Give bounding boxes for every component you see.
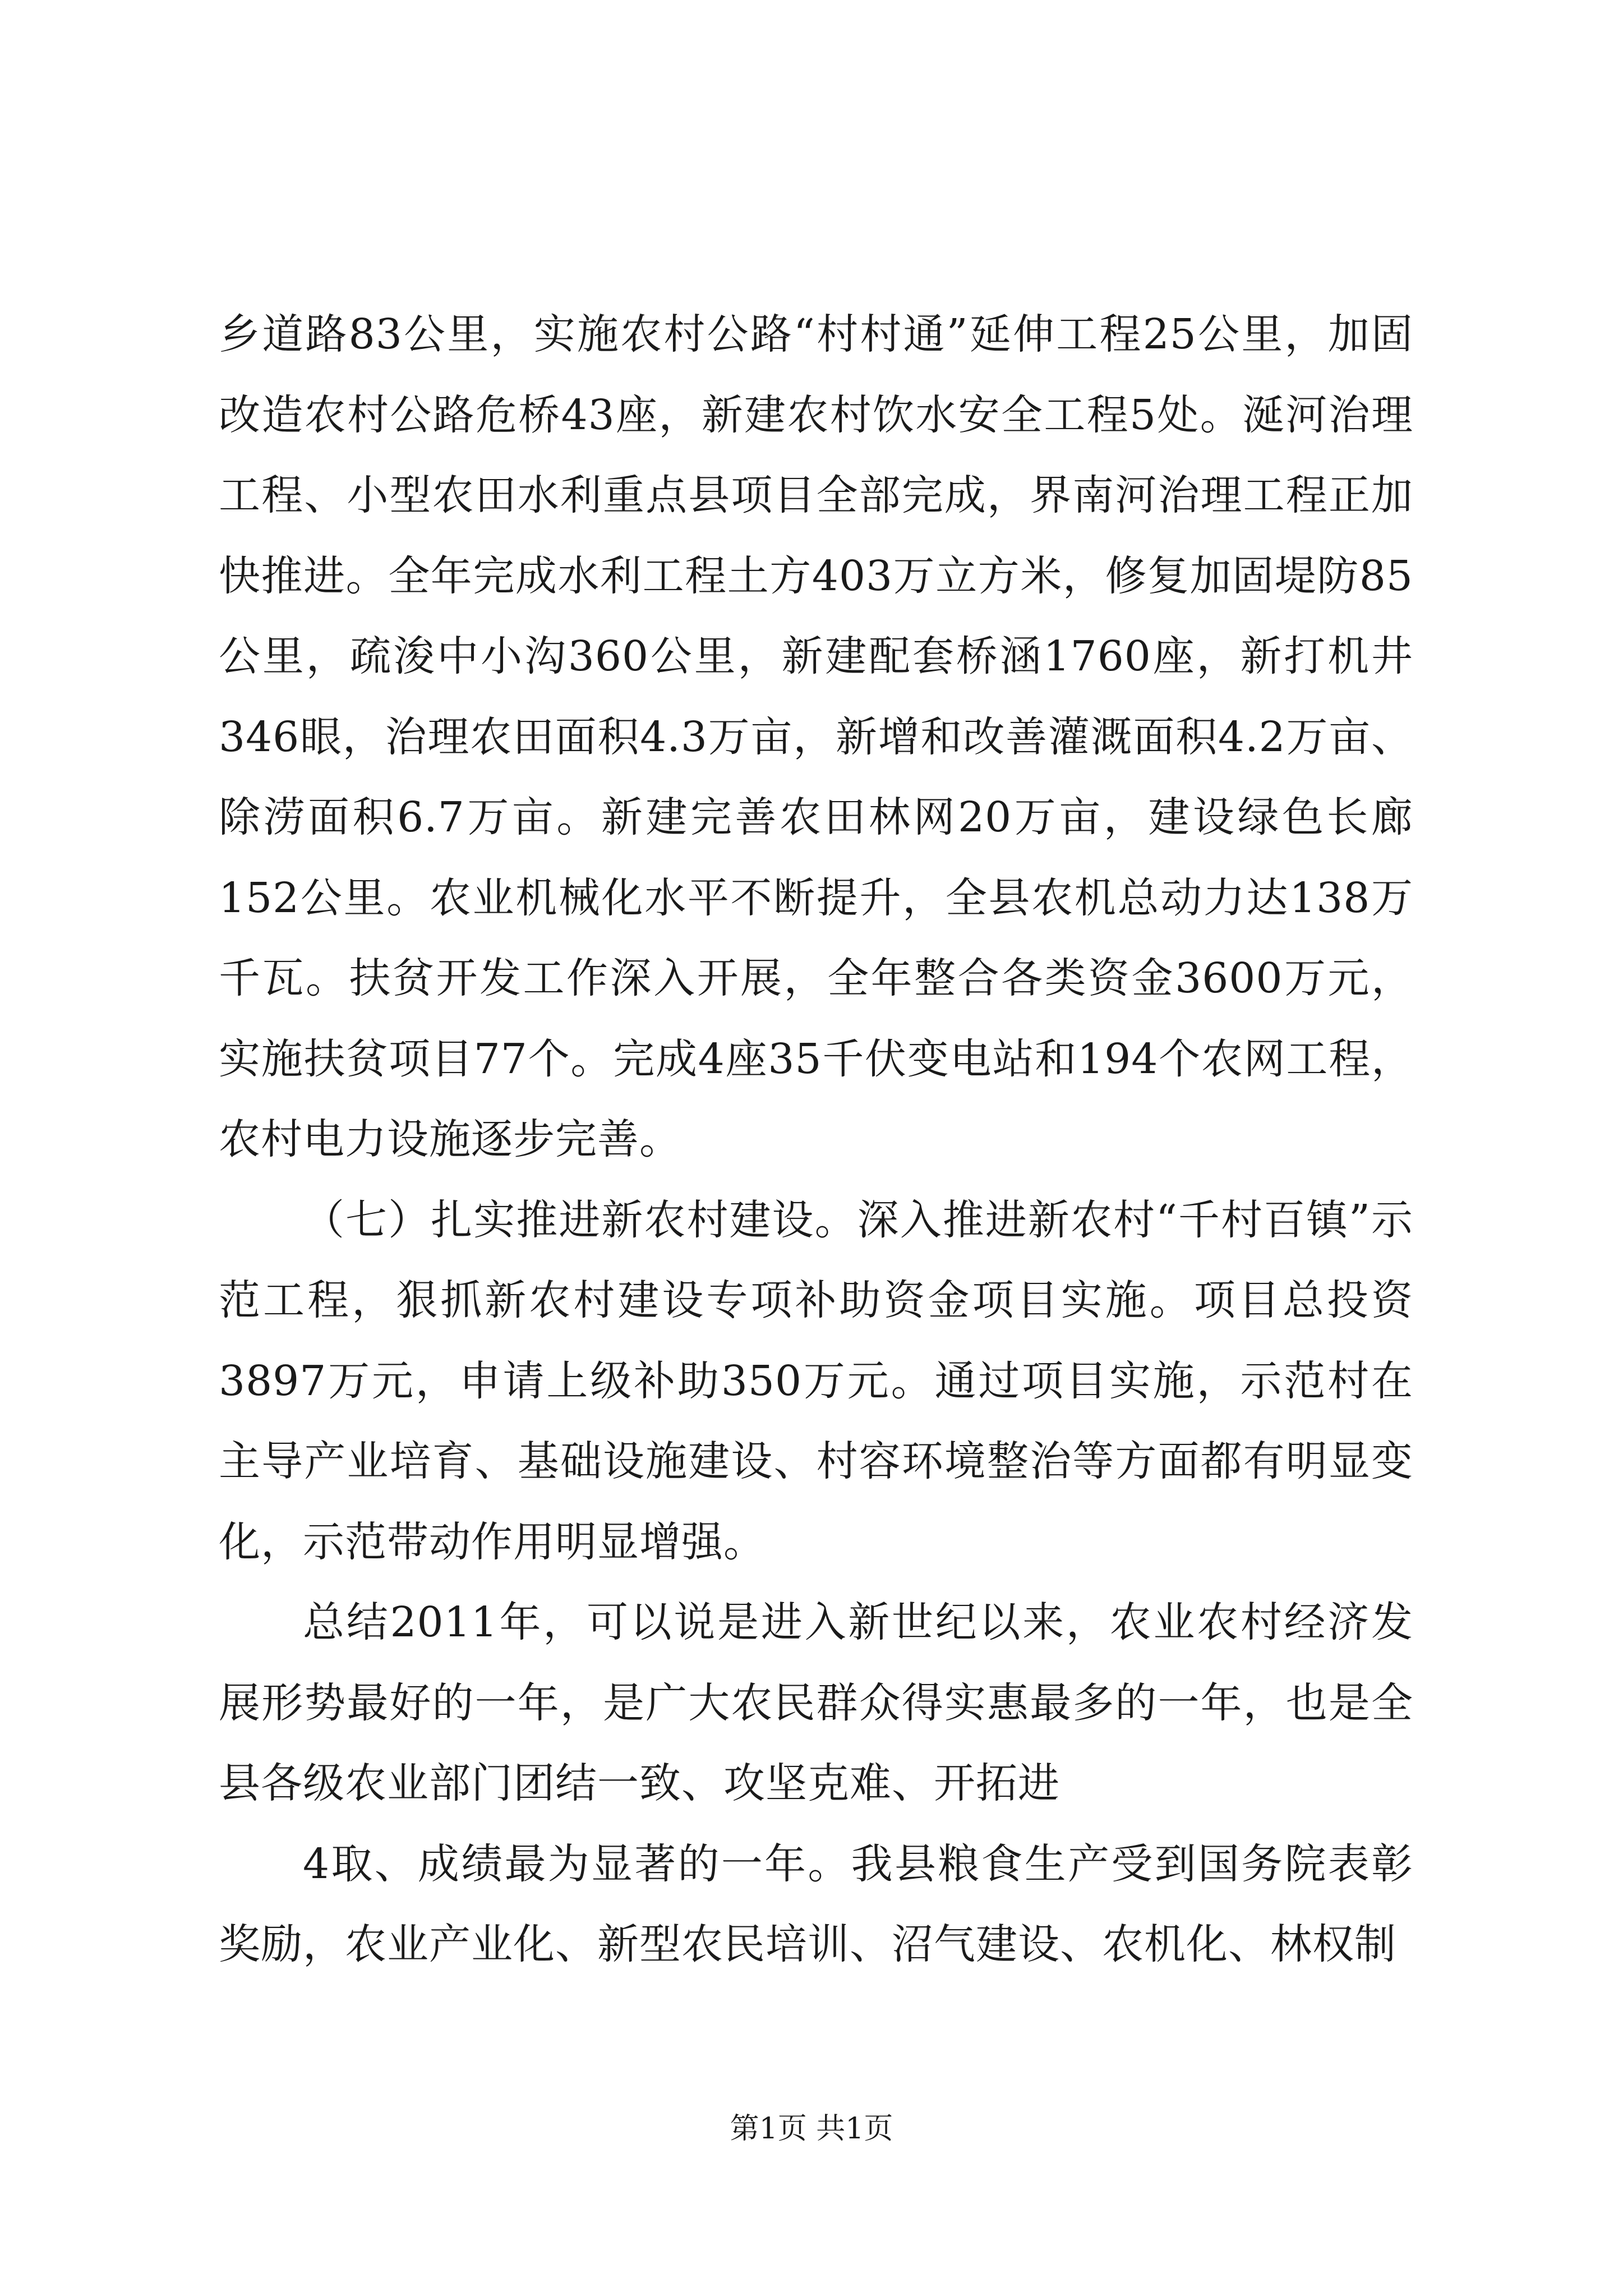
document-body — [219, 295, 1413, 1985]
paragraph-achievements: 4取、成绩最为显著的一年。我县粮食生产受到国务院表彰奖励，农业产业化、新型农民培训、沼气建设、农机化、林权制 — [219, 1839, 1413, 1968]
paragraph-summary-2011: 总结2011年，可以说是进入新世纪以来，农业农村经济发展形势最好的一年，是广大农民群众得实惠最多的一年，也是全县各级农业部门团结一致、攻坚克难、开拓进 — [219, 1598, 1413, 1807]
paragraph-new-countryside: （七）扎实推进新农村建设。深入推进新农村“千村百镇”示范工程，狠抓新农村建设专项补助资金项目实施。项目总投资3897万元，申请上级补助350万元。通过项目实施，示范村在主导产业培育、基础设施建设、村容环境整治等方面都有明显变化，示范带动作用明显增强。 — [219, 1195, 1413, 1566]
paragraph-infrastructure: 乡道路83公里，实施农村公路“村村通”延伸工程25公里，加固改造农村公路危桥43座，新建农村饮水安全工程5处。涎河治理工程、小型农田水利重点县项目全部完成，界南河治理工程正加快推进。全年完成水利工程土方403万立方米，修复加固堤防85公里，疏浚中小沟360公里，新建配套桥涵1760座，新打机井346眼，治理农田面积4.3万亩，新增和改善灌溉面积4.2万亩、除涝面积6.7万亩。新建完善农田林网20万亩，建设绿色长廊152公里。农业机械化水平不断提升，全县农机总动力达138万千瓦。扶贫开发工作深入开展，全年整合各类资金3600万元，实施扶贫项目77个。完成4座35千伏变电站和194个农网工程，农村电力设施逐步完善。 — [219, 310, 1414, 1163]
page-footer: 第1页 共1页 — [730, 2112, 893, 2146]
